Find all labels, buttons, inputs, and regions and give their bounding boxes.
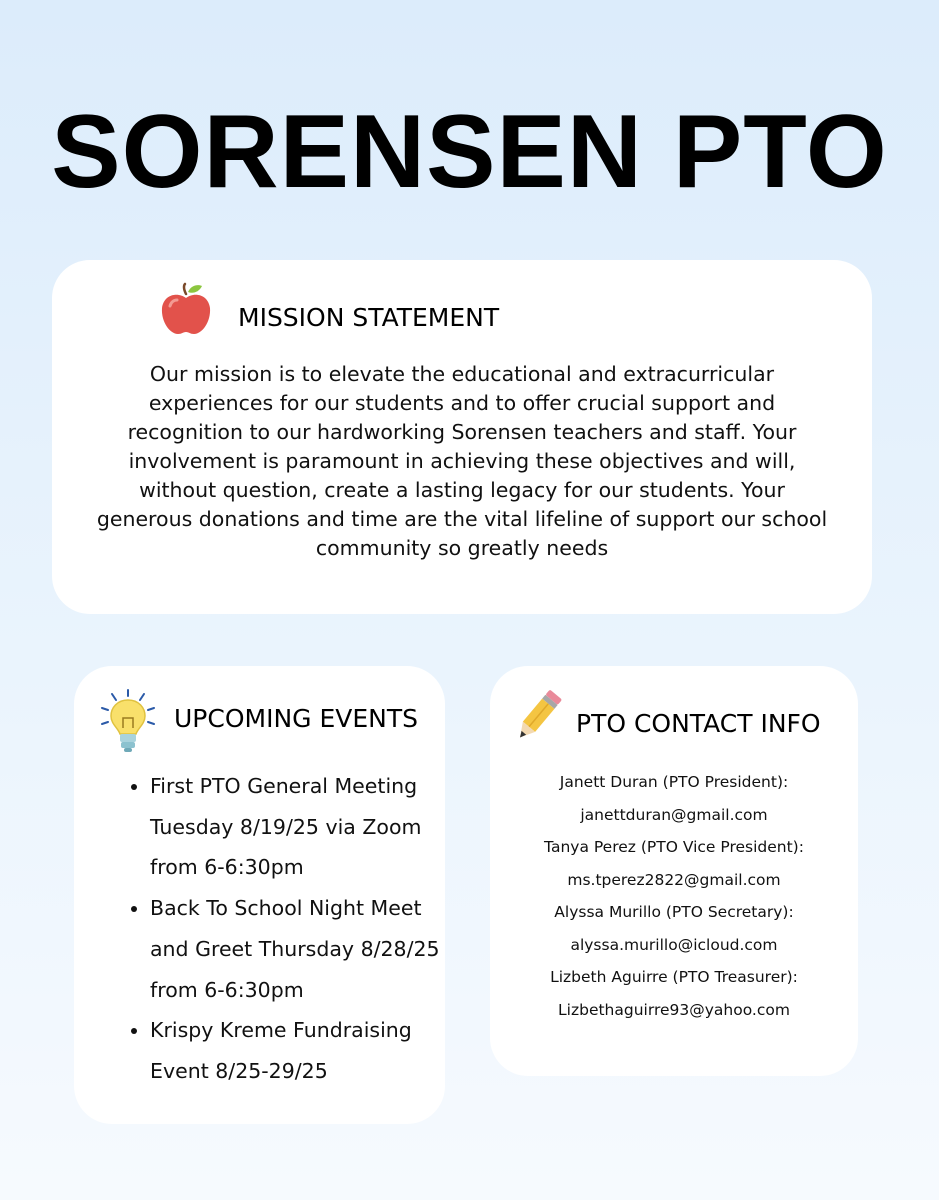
contact-name-secretary: Alyssa Murillo (PTO Secretary): [554,903,794,921]
contact-email-secretary[interactable]: alyssa.murillo@icloud.com [570,935,778,954]
pencil-icon [510,688,566,744]
mission-heading: MISSION STATEMENT [238,303,500,332]
list-item: • Back To School Night Meet and Greet Thursday 8/28/25 from 6-6:30pm [150,888,460,1010]
contact-name-vice-president: Tanya Perez (PTO Vice President): [544,838,804,856]
contact-heading: PTO CONTACT INFO [576,709,821,738]
contact-name-treasurer: Lizbeth Aguirre (PTO Treasurer): [550,968,798,986]
contact-name-president: Janett Duran (PTO President): [559,773,789,791]
mission-text: Our mission is to elevate the educational and extracurricular experiences for our students and to offer crucial support and recognition to our hardworking Sorensen teachers and staff. Your involvement is paramount in achieving these objectives and will, without question, create a lasting legacy for our students. Your generous donations and time are the vital lifeline of support our school community so greatly needs [96,362,828,560]
contact-email-president[interactable]: janettduran@gmail.com [580,805,768,824]
list-item: • Krispy Kreme Fundraising Event 8/25-29/25 [150,1010,460,1091]
mission-card [52,260,872,614]
apple-icon [158,282,214,338]
contact-email-vice-president[interactable]: ms.tperez2822@gmail.com [567,870,781,889]
events-heading: UPCOMING EVENTS [174,704,419,733]
lightbulb-icon [98,688,158,758]
contact-email-treasurer[interactable]: Lizbethaguirre93@yahoo.com [558,1000,790,1019]
events-list [118,766,460,1092]
events-card [74,666,445,1124]
contact-card [490,666,858,1076]
contact-list [490,766,858,1026]
list-item: • First PTO General Meeting Tuesday 8/19/25 via Zoom from 6-6:30pm [150,766,460,888]
page-title: SORENSEN PTO [51,94,888,210]
